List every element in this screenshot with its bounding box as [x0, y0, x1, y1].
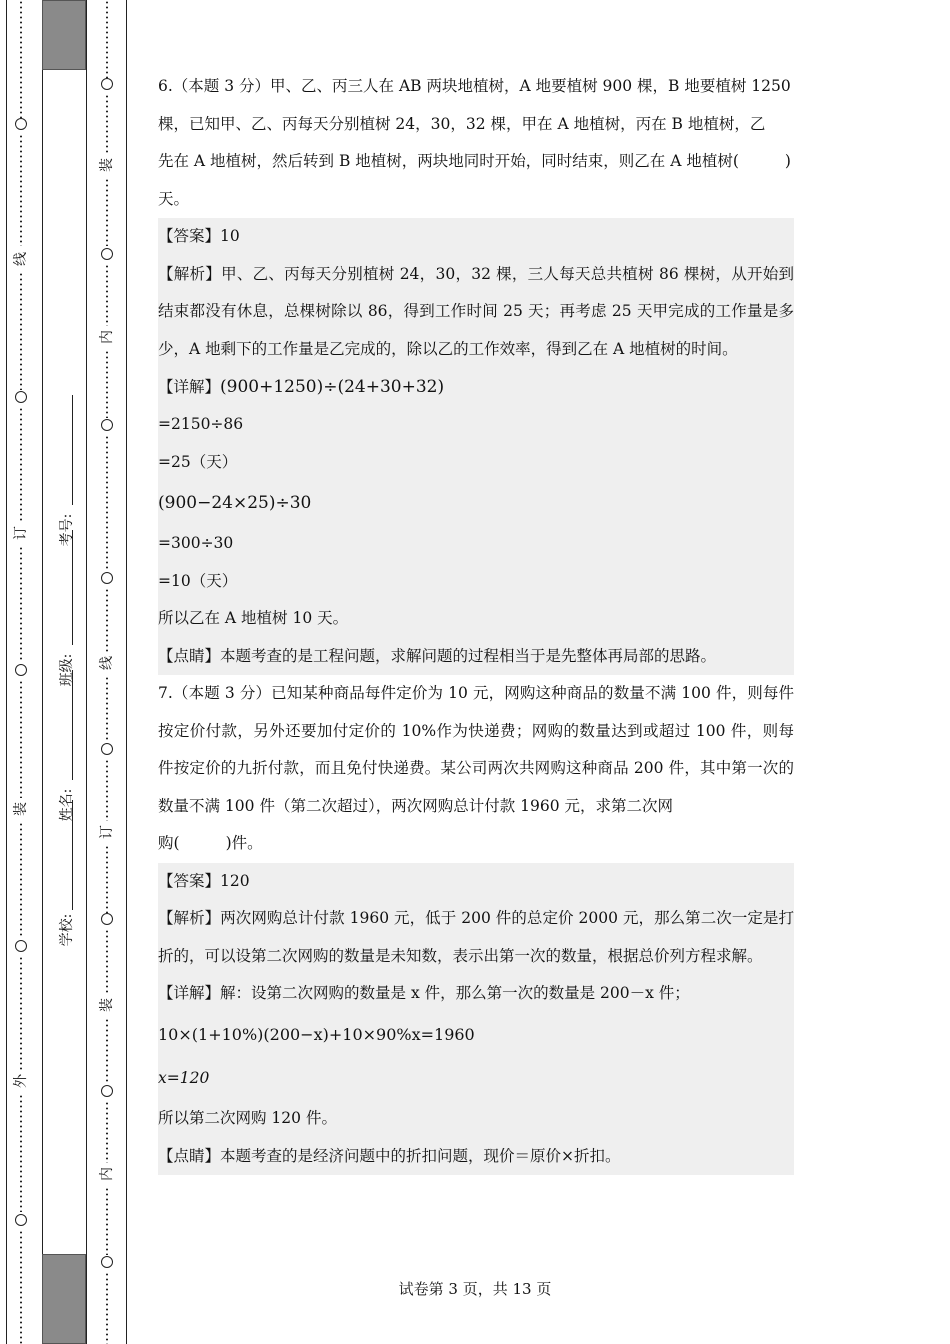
student-info: [56, 380, 76, 980]
margin-char: 外: [13, 1074, 29, 1088]
margin-char: 订: [99, 825, 115, 839]
binding-circle: [101, 419, 113, 431]
band-left-line: [42, 0, 43, 1344]
question-7: [158, 675, 794, 863]
exam-number-underline: [72, 395, 73, 505]
class-label: 班级:: [59, 653, 75, 687]
school-label: 学校:: [59, 913, 75, 947]
answer-value: 10: [220, 227, 240, 245]
equation-line: (900−24×25)÷30: [158, 493, 312, 513]
binding-circle: [101, 913, 113, 925]
conclusion-line: 所以第二次网购 120 件。: [158, 1109, 337, 1127]
analysis-paragraph: 【解析】甲、乙、丙每天分别植树 24，30，32 棵，三人每天总共植树 86 棵树，从开始到结束都没有休息，总棵树除以 86，得到工作时间 25 天；再考虑 25 天甲完成的工作量是多少，A 地剩下的工作量是乙完成的，除以乙的工作效率，得到乙在 A 地植树的时间。: [158, 264, 794, 358]
binding-circle: [101, 572, 113, 584]
comment-line: 【点睛】本题考查的是经济问题中的折扣问题，现价＝原价×折扣。: [158, 1146, 621, 1165]
gray-band-bottom: [42, 1254, 86, 1344]
binding-circle: [15, 664, 27, 676]
detail-line: 【详解】(900+1250)÷(24+30+32): [158, 377, 445, 397]
equation-line: =25（天）: [158, 452, 238, 471]
question-6-text: 6.（本题 3 分）甲、乙、丙三人在 AB 两块地植树，A 地要植树 900 棵，B 地要植树 1250 棵，已知甲、乙、丙每天分别植树 24，30，32 棵，甲在 A 地植树，丙在 B 地植树，乙 先在 A 地植树，然后转到 B 地植树，两块地同时开始，同时结束，则乙在 A 地植树( ) 天。: [158, 77, 791, 208]
analysis-paragraph: 【解析】两次网购总计付款 1960 元，低于 200 件的总定价 2000 元，那么第二次一定是打折的，可以设第二次网购的数量是未知数，表示出第一次的数量，根据总价列方程求解。: [158, 909, 794, 965]
binding-circle: [15, 391, 27, 403]
binding-circle: [15, 1214, 27, 1226]
comment-line: 【点睛】本题考查的是工程问题，求解问题的过程相当于是先整体再局部的思路。: [158, 646, 717, 665]
binding-circle: [101, 743, 113, 755]
detail-line: 【详解】解：设第二次网购的数量是 x 件，那么第一次的数量是 200－x 件；: [158, 984, 690, 1002]
name-label: 姓名:: [59, 788, 75, 822]
binding-circle: [101, 78, 113, 90]
outer-dotted-column: [14, 0, 28, 1344]
answer-line: 【答案】120: [158, 871, 250, 890]
margin-char: 线: [99, 656, 115, 670]
equation-line: 10×(1+10%)(200−x)+10×90%x=1960: [158, 1024, 475, 1044]
inner-border-line: [126, 0, 127, 1344]
binding-circle: [15, 940, 27, 952]
equation-line: x=120: [158, 1068, 210, 1087]
band-right-line: [86, 0, 87, 1344]
answer-value: 120: [220, 871, 250, 890]
gray-band-top: [42, 0, 86, 70]
binding-margin: [0, 0, 130, 1344]
margin-char: 内: [99, 1167, 115, 1181]
binding-circle: [101, 248, 113, 260]
margin-char: 装: [99, 158, 115, 172]
question-7-text: 7.（本题 3 分）已知某种商品每件定价为 10 元，网购这种商品的数量不满 100 件，则每件按定价付款，另外还要加付定价的 10%作为快递费；网购的数量达到或超过 100 件，则每件按定价的九折付款，而且免付快递费。某公司两次共网购这种商品 200 件，其中第一次的数量不满 100 件（第二次超过），两次网购总计付款 1960 元，求第二次网 购( )件。: [158, 684, 794, 852]
binding-circle: [101, 1256, 113, 1268]
conclusion-line: 所以乙在 A 地植树 10 天。: [158, 609, 349, 627]
question-6-solution: [158, 218, 794, 675]
margin-char: 订: [13, 526, 29, 540]
margin-char: 装: [99, 998, 115, 1012]
binding-circle: [15, 118, 27, 130]
exam-content: [158, 68, 794, 1175]
margin-char: 内: [99, 330, 115, 344]
margin-char: 装: [13, 802, 29, 816]
question-number: 7.: [158, 684, 173, 702]
page-footer: 试卷第 3 页，共 13 页: [398, 1280, 552, 1298]
binding-circle: [101, 1085, 113, 1097]
equation-line: =2150÷86: [158, 415, 244, 433]
inner-dotted-column: [100, 0, 114, 1344]
equation-line: =300÷30: [158, 534, 234, 552]
answer-line: 【答案】10: [158, 227, 240, 245]
question-number: 6.: [158, 77, 173, 95]
margin-char: 线: [13, 252, 29, 266]
exam-number-label: 考号:: [59, 513, 75, 547]
equation-line: =10（天）: [158, 571, 238, 590]
outer-border-line: [6, 0, 7, 1344]
question-7-solution: [158, 863, 794, 1176]
question-6: [158, 68, 794, 218]
